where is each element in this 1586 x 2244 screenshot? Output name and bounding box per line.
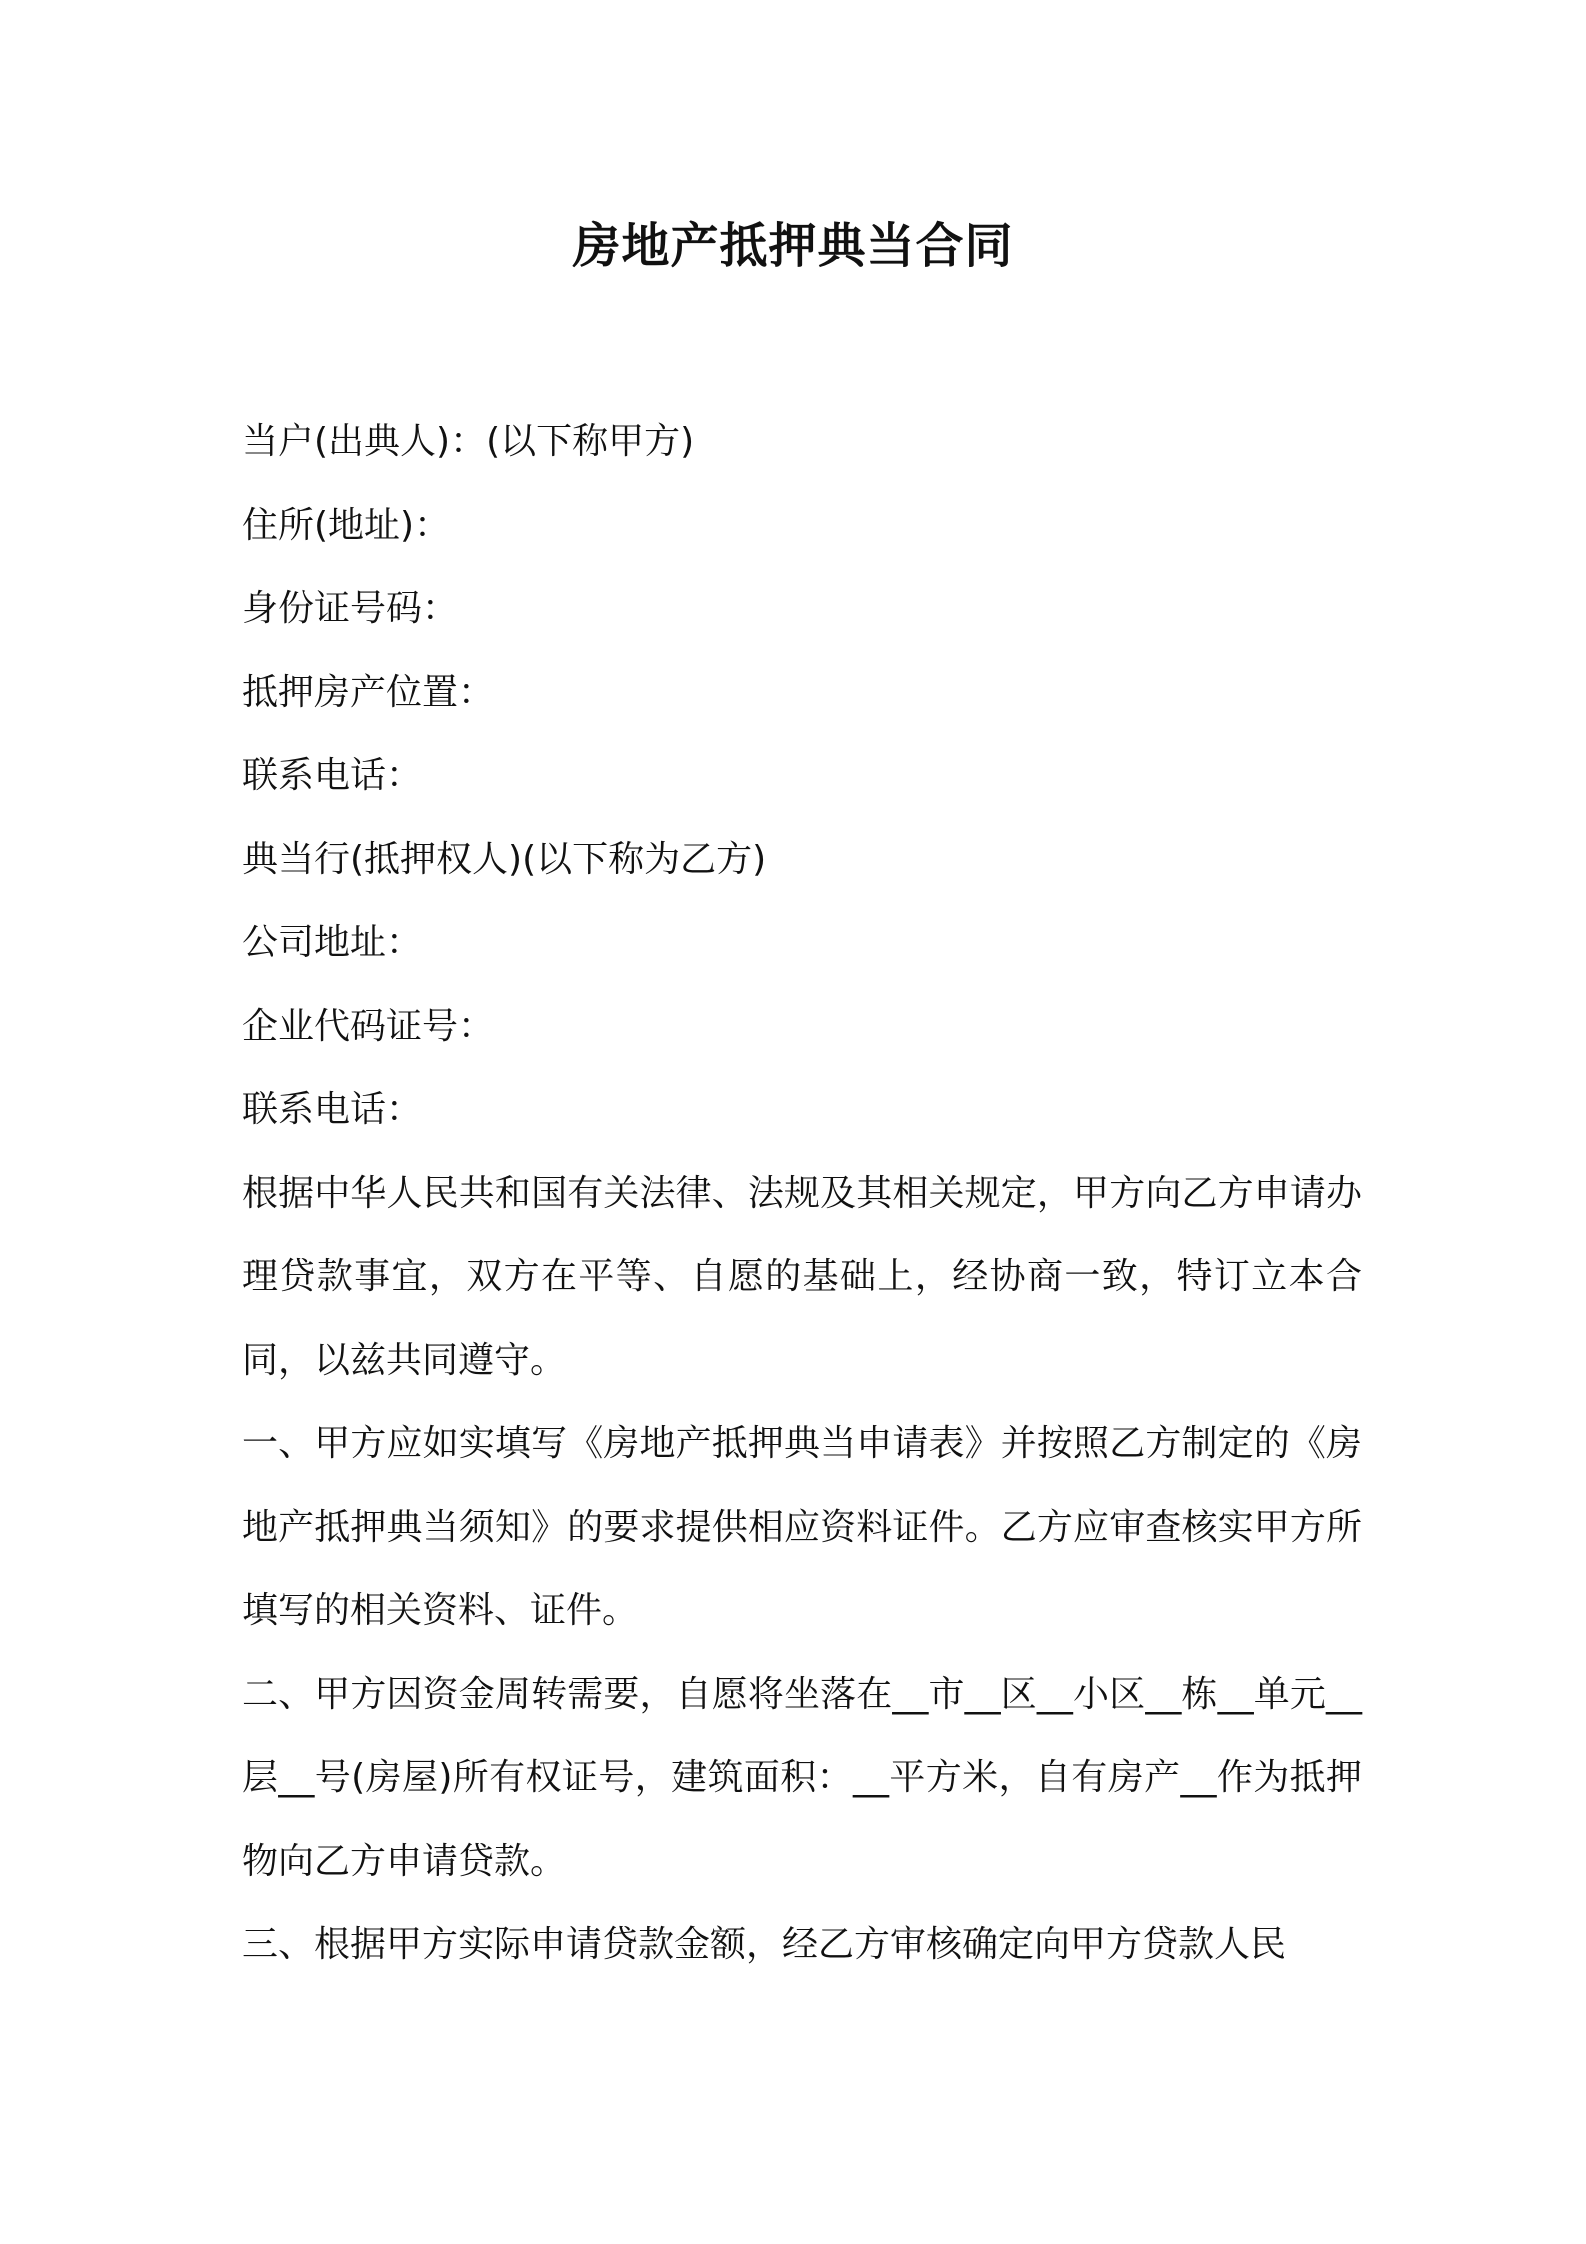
field-address: 住所(地址)：	[242, 504, 451, 546]
field-pawner: 当户(出典人)：(以下称甲方)	[242, 421, 695, 462]
paragraph-clause-1: 一、甲方应如实填写《房地产抵押典当申请表》并按照乙方制定的《房地产抵押典当须知》的要求提供相应资料证件。乙方应审查核实甲方所填写的相关资料、证件。	[242, 1423, 1362, 1631]
field-id-number: 身份证号码：	[242, 588, 459, 629]
field-pawnshop: 典当行(抵押权人)(以下称为乙方)	[242, 838, 767, 880]
field-property-location: 抵押房产位置：	[242, 671, 495, 713]
paragraph-clause-3: 三、根据甲方实际申请贷款金额，经乙方审核确定向甲方贷款人民	[242, 1924, 1287, 1965]
document-title: 房地产抵押典当合同	[572, 218, 1014, 274]
paragraph-preamble: 根据中华人民共和国有关法律、法规及其相关规定，甲方向乙方申请办理贷款事宜，双方在平等、自愿的基础上，经协商一致，特订立本合同，以兹共同遵守。	[242, 1172, 1362, 1381]
field-company-address: 公司地址：	[242, 922, 423, 963]
paragraph-clause-2: 二、甲方因资金周转需要，自愿将坐落在__市__区__小区__栋__单元__层__号(房屋)所有权证号，建筑面积：__平方米，自有房产__作为抵押物向乙方申请贷款。	[242, 1673, 1362, 1882]
field-phone-party-a: 联系电话：	[242, 755, 423, 796]
field-phone-party-b: 联系电话：	[242, 1089, 423, 1130]
document-body	[242, 400, 1362, 1987]
field-enterprise-code: 企业代码证号：	[242, 1005, 495, 1047]
